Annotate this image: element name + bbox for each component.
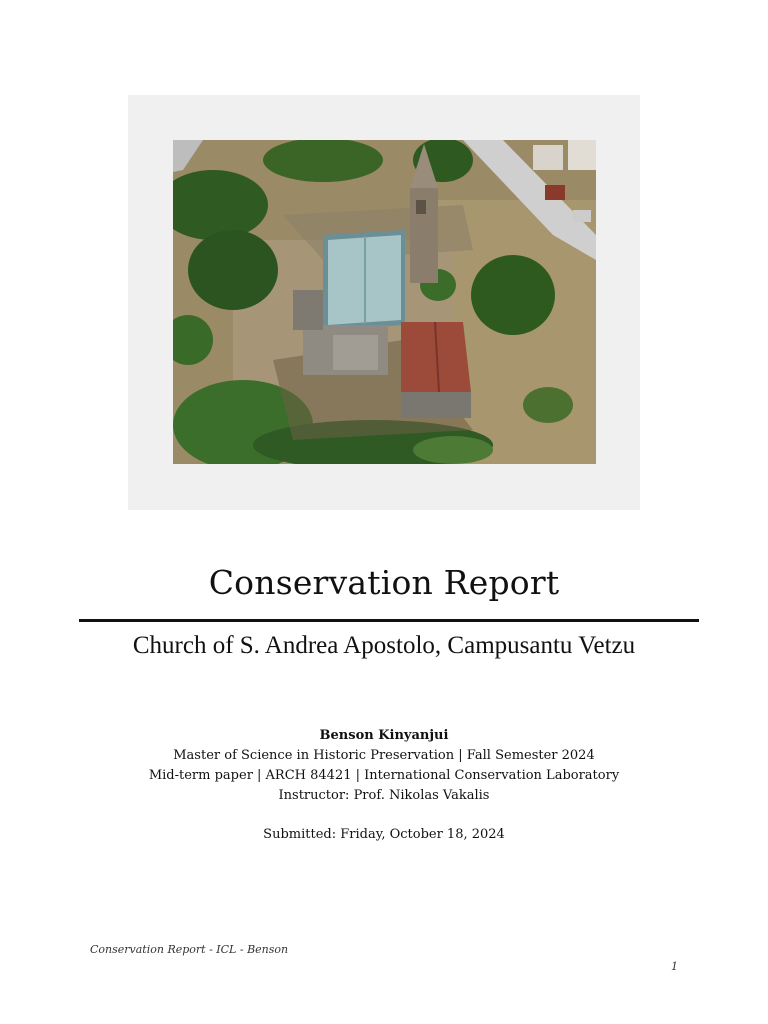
submission-date: Submitted: Friday, October 18, 2024 (263, 827, 505, 842)
title-divider (79, 619, 699, 622)
author-name: Benson Kinyanjui (319, 728, 449, 743)
cover-photo-frame (128, 95, 640, 510)
document-title: Conservation Report (208, 563, 560, 602)
aerial-photo-illustration (173, 140, 596, 464)
aerial-photo-church (173, 140, 596, 464)
page-number: 1 (671, 960, 678, 973)
running-footer: Conservation Report - ICL - Benson (90, 943, 289, 956)
instructor-line: Instructor: Prof. Nikolas Vakalis (278, 788, 490, 803)
course-line: Mid-term paper | ARCH 84421 | International Conservation Laboratory (148, 768, 620, 783)
document-subtitle: Church of S. Andrea Apostolo, Campusantu Vetzu (132, 632, 636, 659)
program-line: Master of Science in Historic Preservation | Fall Semester 2024 (173, 748, 595, 763)
